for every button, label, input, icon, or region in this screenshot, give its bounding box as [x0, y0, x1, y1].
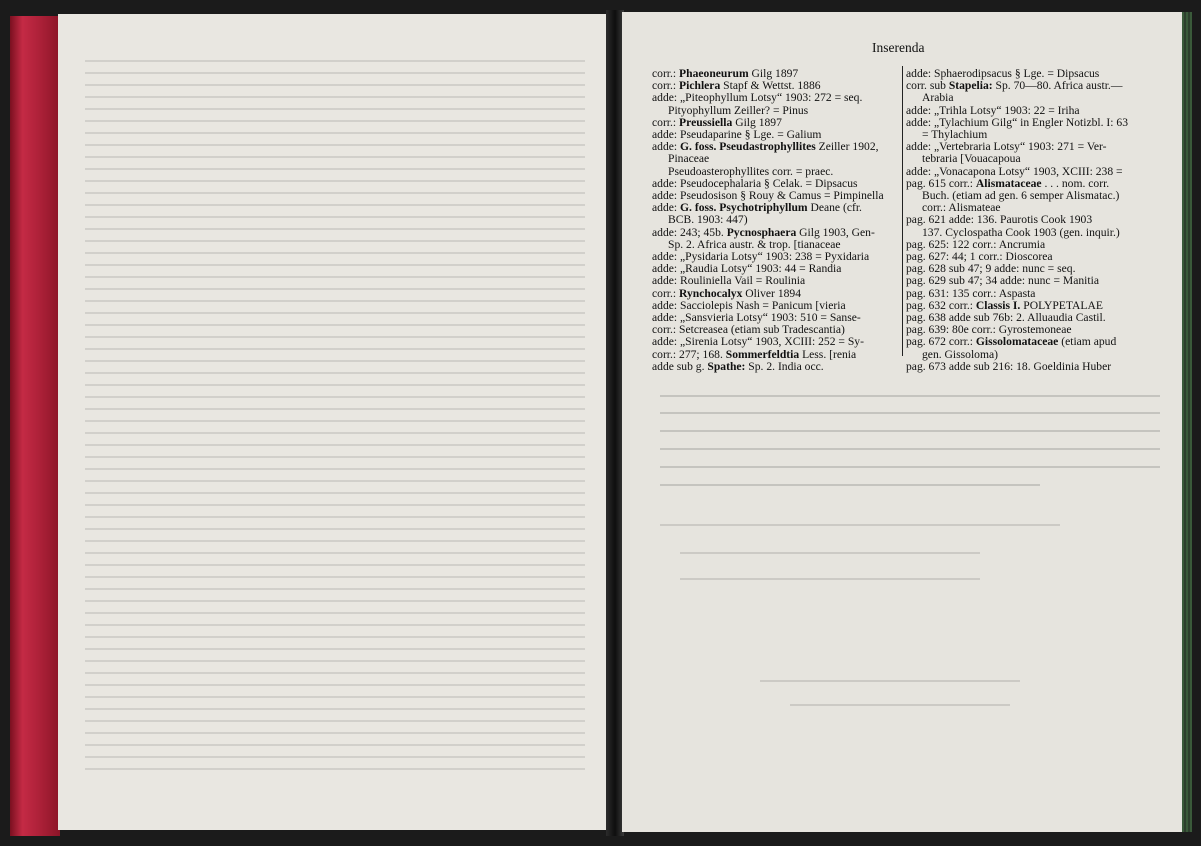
- entry-text: pag. 625: 122 corr.: Ancrumia: [906, 237, 1046, 251]
- entry-rest: Sp. 70—80. Africa austr.—: [992, 79, 1123, 93]
- entry-text: pag. 615 corr.:: [906, 176, 976, 190]
- entry-text: corr.: 277; 168.: [652, 347, 726, 361]
- entry-bold-name: Phaeoneurum: [679, 67, 749, 80]
- page-edges: [1182, 12, 1192, 832]
- entry-text: pag. 639: 80e corr.: Gyrostemoneae: [906, 323, 1072, 337]
- entry-text: pag. 672 corr.:: [906, 335, 976, 349]
- entry-bold-name: Alismataceae: [975, 176, 1042, 190]
- entry-text: tebraria [Vouacapoua: [922, 152, 1021, 166]
- column-divider: [902, 66, 903, 356]
- left-page-bleedthrough: [85, 60, 585, 780]
- entry-text: Pinaceae: [668, 152, 710, 166]
- entry-text: corr.: Alismateae: [922, 201, 1001, 215]
- entry-rest: Gilg 1897: [748, 67, 799, 80]
- entry-rest: (etiam apud: [1058, 335, 1117, 349]
- entry-rest: Deane (cfr.: [807, 201, 862, 215]
- entry-text: adde: Sacciolepis Nash = Panicum [vieria: [652, 298, 846, 312]
- entry-text: adde: „Vonacapona Lotsy“ 1903, XCIII: 238 =: [906, 164, 1123, 178]
- entry-rest: Zeiller 1902,: [815, 140, 879, 154]
- entry-line: [906, 361, 1168, 373]
- entry-rest: Stapf & Wettst. 1886: [720, 79, 821, 93]
- entry-text: pag. 627: 44; 1 corr.: Dioscorea: [906, 250, 1053, 264]
- left-column: [652, 68, 902, 373]
- entry-text: pag. 632 corr.:: [906, 298, 976, 312]
- entry-text: adde: „Sirenia Lotsy“ 1903, XCIII: 252 = Sy-: [652, 335, 864, 349]
- entry-text: BCB. 1903: 447): [668, 213, 748, 227]
- entry-text: gen. Gissoloma): [922, 347, 998, 361]
- entry-text: corr. sub: [906, 79, 949, 93]
- entry-rest: POLYPETALAE: [1020, 298, 1103, 312]
- entry-text: corr.:: [652, 115, 680, 129]
- entry-text: pag. 629 sub 47; 34 adde: nunc = Manitia: [906, 274, 1099, 288]
- entry-text: adde: „Trihla Lotsy“ 1903: 22 = Iriha: [906, 103, 1080, 117]
- entry-text: corr.:: [652, 79, 680, 93]
- entry-text: adde: Pseudaparine § Lge. = Galium: [652, 128, 822, 142]
- entry-bold-name: Spathe:: [707, 359, 746, 373]
- entry-text: adde sub g.: [652, 359, 708, 373]
- entry-text: = Thylachium: [922, 128, 988, 142]
- entry-bold-name: G. foss. Psychotriphyllum: [680, 201, 808, 215]
- entry-text: adde: „Tylachium Gilg“ in Engler Notizbl. I: 63: [906, 115, 1128, 129]
- entry-text: adde: „Pysidaria Lotsy“ 1903: 238 = Pyxidaria: [652, 250, 870, 264]
- entry-bold-name: G. foss. Pseudastrophyllites: [680, 140, 816, 154]
- right-column: [906, 68, 1168, 373]
- entry-bold-name: Stapelia:: [948, 79, 993, 93]
- entry-text: adde: Pseudosison § Rouy & Camus = Pimpinella: [652, 189, 884, 203]
- entry-rest: Sp. 2. India occ.: [745, 359, 824, 373]
- entry-text: Pseudoasterophyllites corr. = praec.: [668, 164, 834, 178]
- entry-text: adde: Rouliniella Vail = Roulinia: [652, 274, 806, 288]
- entry-text: pag. 638 adde sub 76b: 2. Alluaudia Castil.: [906, 311, 1106, 325]
- book-spine-red: [10, 16, 60, 836]
- entry-bold-name: Classis I.: [975, 298, 1021, 312]
- entry-text: pag. 631: 135 corr.: Aspasta: [906, 286, 1036, 300]
- entry-text: Arabia: [922, 91, 954, 105]
- entry-bold-name: Pichlera: [679, 79, 721, 93]
- entry-bold-name: Sommerfeldtia: [725, 347, 800, 361]
- entry-text: adde:: [652, 140, 681, 154]
- entry-text: adde: 243; 45b.: [652, 225, 727, 239]
- entry-text: adde:: [652, 201, 681, 215]
- entry-text: adde: Sphaerodipsacus § Lge. = Dipsacus: [906, 67, 1100, 80]
- entry-rest: Oliver 1894: [742, 286, 802, 300]
- entry-bold-name: Gissolomataceae: [975, 335, 1059, 349]
- entry-text: 137. Cyclospatha Cook 1903 (gen. inquir.): [922, 225, 1120, 239]
- entry-text: corr.:: [652, 286, 680, 300]
- entry-text: Pityophyllum Zeiller? = Pinus: [668, 103, 809, 117]
- entry-bold-name: Rynchocalyx: [679, 286, 743, 300]
- entry-text: pag. 673 adde sub 216: 18. Goeldinia Huber: [906, 359, 1112, 373]
- entry-bold-name: Preussiella: [679, 115, 733, 129]
- entry-text: adde: Pseudocephalaria § Celak. = Dipsacus: [652, 176, 858, 190]
- entry-text: adde: „Vertebraria Lotsy“ 1903: 271 = Ver-: [906, 140, 1107, 154]
- entry-rest: . . . nom. corr.: [1041, 176, 1110, 190]
- entry-line: [652, 361, 902, 373]
- entry-text: adde: „Piteophyllum Lotsy“ 1903: 272 = seq.: [652, 91, 863, 105]
- entry-text: adde: „Raudia Lotsy“ 1903: 44 = Randia: [652, 262, 842, 276]
- entry-text: adde: „Sansvieria Lotsy“ 1903: 510 = Sanse-: [652, 311, 861, 325]
- entry-text: Buch. (etiam ad gen. 6 semper Alismatac.): [922, 189, 1120, 203]
- entry-rest: Gilg 1897: [732, 115, 782, 129]
- entry-text: Sp. 2. Africa austr. & trop. [tianaceae: [668, 237, 841, 251]
- entry-rest: Less. [renia: [799, 347, 857, 361]
- entry-text: corr.: Setcreasea (etiam sub Tradescantia): [652, 323, 845, 337]
- entry-text: pag. 621 adde: 136. Paurotis Cook 1903: [906, 213, 1093, 227]
- entry-text: pag. 628 sub 47; 9 adde: nunc = seq.: [906, 262, 1076, 276]
- entry-rest: Gilg 1903, Gen-: [796, 225, 875, 239]
- entry-text: corr.:: [652, 67, 680, 80]
- page-header: Inserenda: [872, 40, 925, 55]
- entry-bold-name: Pycnosphaera: [726, 225, 797, 239]
